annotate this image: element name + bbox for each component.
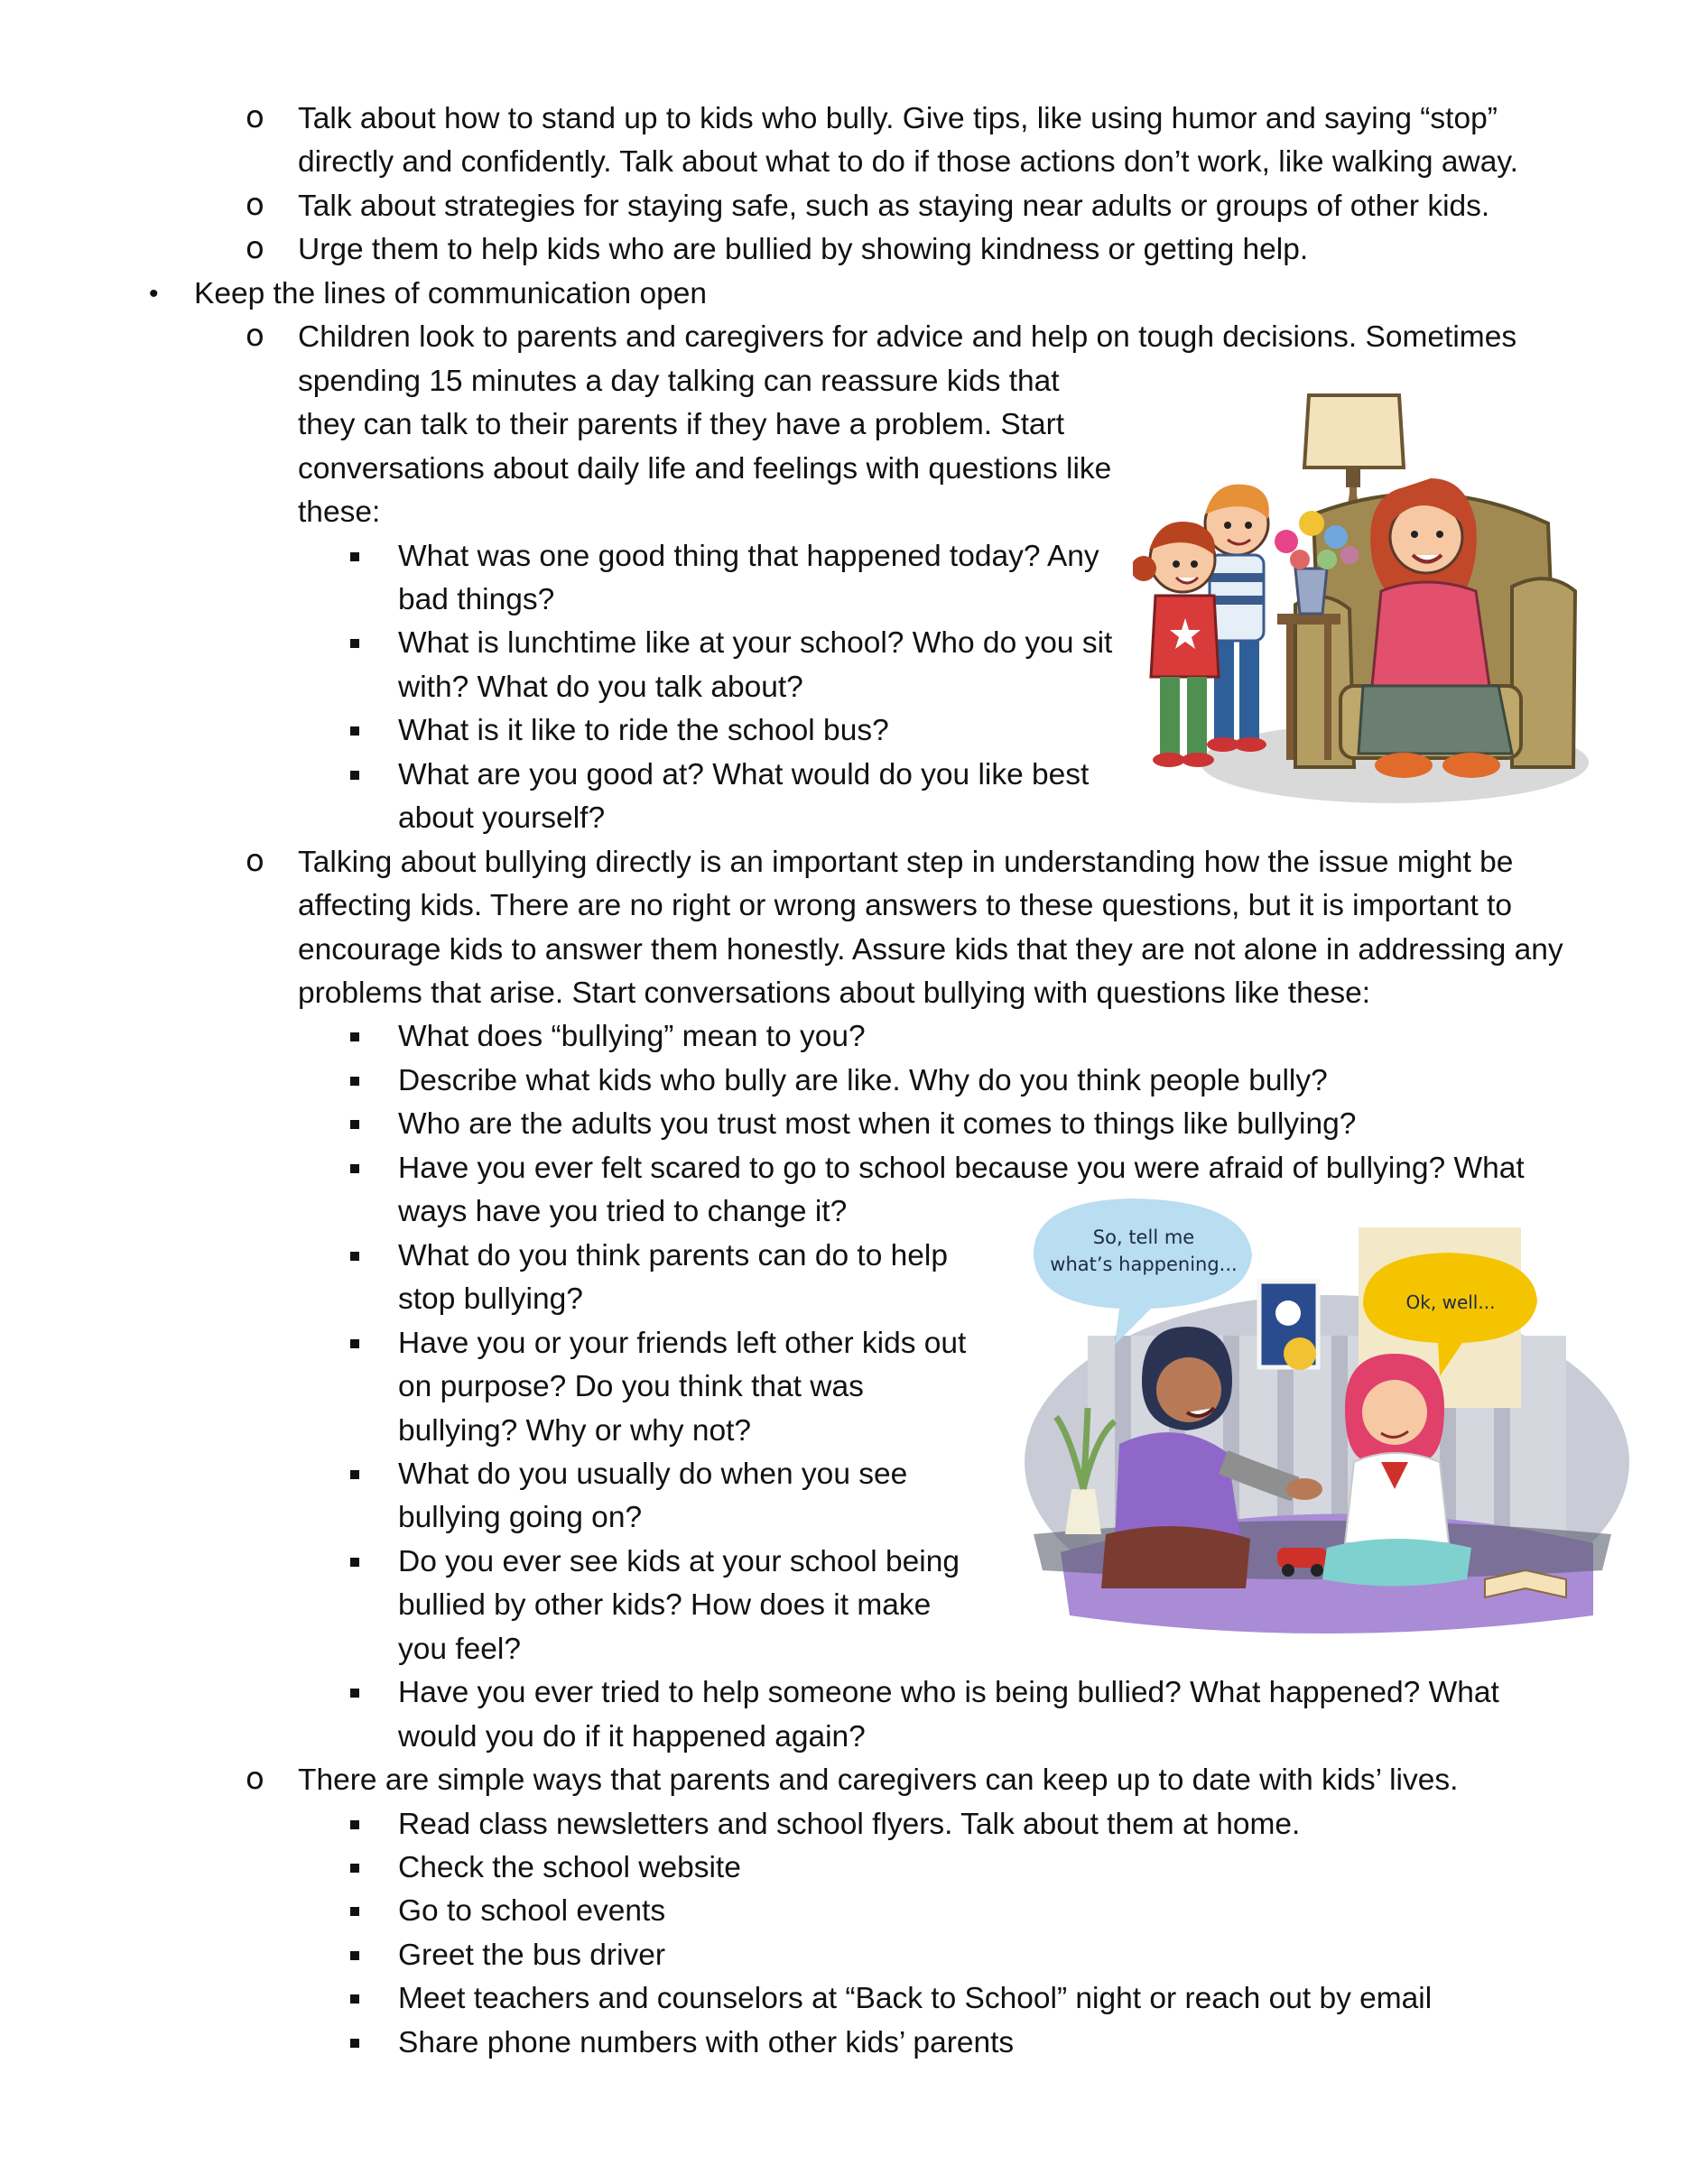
bubble-girl-text: Ok, well... [1405,1291,1496,1313]
circle-bullet-icon: o [246,1761,264,1798]
bullying-question: bullying going on? [398,1501,643,1535]
square-bullet-icon [350,1077,359,1086]
intro-paragraph: conversations about daily life and feelings with questions like [298,451,1112,486]
daily-question: What is lunchtime like at your school? Who do you sit [398,626,1113,661]
bullying-question: you feel? [398,1632,521,1666]
bullying-question: stop bullying? [398,1282,583,1317]
square-bullet-icon [350,1252,359,1261]
square-bullet-icon [350,1864,359,1873]
bubble-mother-line-1: So, tell me [1092,1226,1195,1248]
square-bullet-icon [350,1120,359,1129]
bullying-intro-paragraph: encourage kids to answer them honestly. Assure kids that they are not alone in addressing any [298,932,1563,967]
intro-paragraph: Children look to parents and caregivers for advice and help on tough decisions. Sometimes [298,320,1517,355]
square-bullet-icon [350,1820,359,1829]
square-bullet-icon [350,1164,359,1173]
bullying-question: bullying? Why or why not? [398,1413,752,1448]
square-bullet-icon [350,1339,359,1348]
circle-bullet-icon: o [246,318,264,355]
section-heading: Keep the lines of communication open [194,276,707,310]
intro-paragraph: these: [298,495,381,530]
bullying-question: Have you or your friends left other kids out [398,1326,967,1360]
illustration-mother-and-kids [1133,388,1593,812]
bullying-question: What does “bullying” mean to you? [398,1020,866,1054]
bullying-question: What do you usually do when you see [398,1457,908,1491]
daily-question: What are you good at? What would do you like best [398,757,1090,791]
bullying-question: Describe what kids who bully are like. Why do you think people bully? [398,1063,1328,1097]
intro-paragraph: spending 15 minutes a day talking can reassure kids that [298,364,1060,398]
way-item: Greet the bus driver [398,1938,666,1972]
daily-question: What is it like to ride the school bus? [398,714,889,748]
square-bullet-icon [350,1689,359,1698]
bullying-question: Have you ever tried to help someone who is being bullied? What happened? What [398,1676,1499,1710]
bullying-intro-paragraph: Talking about bullying directly is an important step in understanding how the issue might be [298,845,1514,879]
bullying-question: ways have you tried to change it? [398,1195,848,1229]
circle-bullet-icon: o [246,230,264,267]
square-bullet-icon [350,1032,359,1041]
square-bullet-icon [350,1951,359,1960]
square-bullet-icon [350,2039,359,2048]
way-item: Read class newsletters and school flyers. Talk about them at home. [398,1807,1301,1841]
illustration-mother-daughter-talk [1016,1191,1629,1643]
ways-intro: There are simple ways that parents and caregivers can keep up to date with kids’ lives. [298,1763,1459,1798]
circle-bullet-icon: o [246,99,264,135]
tip-item: directly and confidently. Talk about what to do if those actions don’t work, like walking away. [298,145,1518,180]
way-item: Go to school events [398,1894,666,1929]
girl-figure [1133,522,1219,767]
square-bullet-icon [350,1558,359,1567]
square-bullet-icon [350,639,359,648]
square-bullet-icon [350,1994,359,2004]
astronaut-poster [1259,1282,1318,1370]
bubble-mother-line-2: what’s happening... [1050,1254,1238,1275]
bullying-question: would you do if it happened again? [398,1719,866,1754]
bullying-question: bullied by other kids? How does it make [398,1588,932,1623]
daily-question: about yourself? [398,801,606,836]
bullying-question: on purpose? Do you think that was [398,1370,864,1404]
way-item: Meet teachers and counselors at “Back to School” night or reach out by email [398,1982,1433,2016]
circle-bullet-icon: o [246,842,264,879]
intro-paragraph: they can talk to their parents if they have a problem. Start [298,408,1065,442]
bullying-intro-paragraph: problems that arise. Start conversations about bullying with questions like these: [298,976,1371,1010]
square-bullet-icon [350,1470,359,1479]
daily-question: with? What do you talk about? [398,670,803,704]
bullying-question: Do you ever see kids at your school being [398,1544,960,1578]
daily-question: What was one good thing that happened today? Any [398,539,1099,573]
square-bullet-icon [350,1907,359,1916]
bullying-question: Have you ever felt scared to go to school because you were afraid of bullying? What [398,1151,1525,1185]
tip-item: Urge them to help kids who are bullied by showing kindness or getting help. [298,233,1309,267]
way-item: Check the school website [398,1851,741,1884]
way-item: Share phone numbers with other kids’ parents [398,2025,1015,2059]
daily-question: bad things? [398,582,555,616]
square-bullet-icon [350,771,359,780]
bullying-intro-paragraph: affecting kids. There are no right or wrong answers to these questions, but it is important to [298,889,1513,923]
bullet-icon: • [149,278,159,309]
square-bullet-icon [350,726,359,736]
tip-item: Talk about how to stand up to kids who bully. Give tips, like using humor and saying “stop” [298,102,1498,135]
bullying-question: Who are the adults you trust most when it comes to things like bullying? [398,1107,1357,1142]
circle-bullet-icon: o [246,186,264,223]
square-bullet-icon [350,552,359,561]
bullying-question: What do you think parents can do to help [398,1238,948,1272]
tip-item: Talk about strategies for staying safe, such as staying near adults or groups of other kids. [298,189,1490,223]
